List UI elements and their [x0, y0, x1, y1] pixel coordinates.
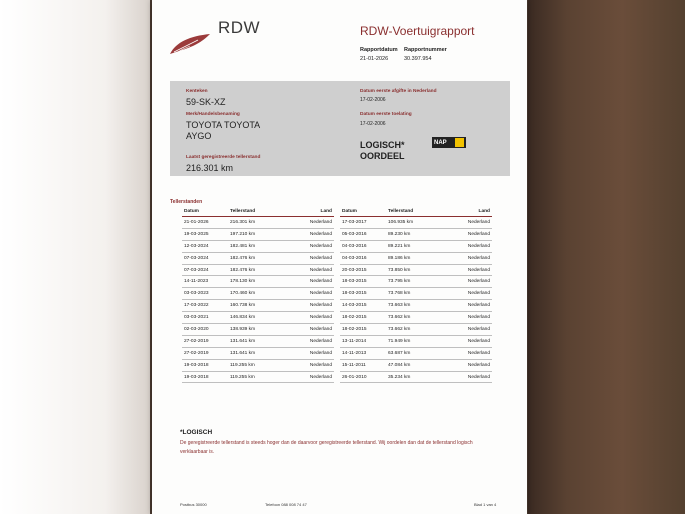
- cell-tellerstand: 182.481 km: [230, 243, 256, 249]
- table-row: [182, 217, 334, 229]
- cell-tellerstand: 89.230 km: [388, 231, 411, 237]
- brand-name: RDW: [218, 18, 261, 37]
- table-row: [340, 253, 492, 265]
- cell-datum: 07-03-2024: [184, 255, 209, 261]
- rapportnummer-value: 30.397.954: [404, 56, 432, 62]
- cell-tellerstand: 89.221 km: [388, 243, 411, 249]
- tellerstanden-table-right: [340, 208, 492, 383]
- cell-datum: 27-02-2019: [184, 338, 209, 344]
- rdw-logo-icon: [168, 32, 212, 56]
- cell-tellerstand: 131.641 km: [230, 350, 256, 356]
- table-row: [340, 336, 492, 348]
- cell-land: Nederland: [309, 267, 332, 273]
- cell-tellerstand: 63.687 km: [388, 350, 411, 356]
- table-row: [182, 241, 334, 253]
- cell-datum: 19-03-2018: [184, 362, 209, 368]
- cell-datum: 02-03-2020: [184, 327, 209, 333]
- table-row: [182, 360, 334, 372]
- cell-land: Nederland: [467, 279, 490, 285]
- rapportdatum-value: 21-01-2026: [360, 56, 389, 62]
- table-row: [340, 229, 492, 241]
- cell-land: Nederland: [309, 362, 332, 368]
- cell-datum: 27-02-2019: [184, 350, 209, 356]
- col-land: Land: [320, 209, 332, 214]
- footer-postbus: Postbus 30000: [180, 502, 207, 507]
- cell-land: Nederland: [467, 220, 490, 225]
- table-row: [340, 288, 492, 300]
- cell-land: Nederland: [309, 338, 332, 344]
- cell-datum: 12-03-2024: [184, 243, 209, 249]
- cell-datum: 05-03-2016: [342, 231, 367, 237]
- cell-tellerstand: 73.768 km: [388, 291, 411, 297]
- cell-datum: 19-03-2018: [184, 374, 209, 380]
- col-tellerstand: Tellerstand: [230, 209, 256, 214]
- nap-logo-text: NAP: [434, 139, 447, 146]
- cell-datum: 17-03-2017: [342, 220, 367, 225]
- background-right: [528, 0, 685, 514]
- vehicle-summary: [170, 81, 510, 176]
- col-tellerstand: Tellerstand: [388, 209, 414, 214]
- rapportdatum: [360, 47, 398, 62]
- cell-land: Nederland: [309, 291, 332, 297]
- background-left: [0, 0, 150, 514]
- cell-datum: 26-01-2010: [342, 374, 367, 380]
- cell-land: Nederland: [309, 255, 332, 261]
- table-row: [182, 336, 334, 348]
- table-row: [182, 253, 334, 265]
- cell-tellerstand: 73.795 km: [388, 279, 411, 285]
- table-row: [182, 300, 334, 312]
- cell-land: Nederland: [467, 267, 490, 273]
- cell-tellerstand: 216.301 km: [230, 220, 256, 225]
- cell-land: Nederland: [467, 243, 490, 249]
- cell-tellerstand: 182.476 km: [230, 267, 256, 273]
- cell-tellerstand: 106.935 km: [388, 220, 414, 225]
- table-header: [340, 208, 492, 217]
- cell-tellerstand: 146.834 km: [230, 315, 256, 321]
- table-row: [340, 348, 492, 360]
- merk-label: Merk/Handelsbenaming: [186, 112, 240, 117]
- cell-land: Nederland: [467, 338, 490, 344]
- cell-datum: 18-03-2015: [342, 291, 367, 297]
- cell-land: Nederland: [467, 362, 490, 368]
- tellerstanden-title: Tellerstanden: [170, 199, 203, 205]
- cell-land: Nederland: [309, 303, 332, 309]
- cell-land: Nederland: [467, 315, 490, 321]
- cell-tellerstand: 138.939 km: [230, 327, 256, 333]
- cell-datum: 18-02-2015: [342, 327, 367, 333]
- cell-datum: 15-11-2011: [342, 362, 366, 368]
- cell-land: Nederland: [467, 350, 490, 356]
- cell-tellerstand: 73.662 km: [388, 315, 411, 321]
- afgifte-value: 17-02-2006: [360, 97, 386, 103]
- tellerstanden-table-left: [182, 208, 334, 383]
- col-land: Land: [478, 209, 490, 214]
- cell-datum: 07-03-2024: [184, 267, 209, 273]
- cell-tellerstand: 71.949 km: [388, 338, 411, 344]
- table-row: [340, 276, 492, 288]
- table-row: [340, 372, 492, 384]
- cell-land: Nederland: [309, 374, 332, 380]
- cell-datum: 20-03-2015: [342, 267, 367, 273]
- cell-datum: 13-11-2014: [342, 338, 367, 344]
- cell-tellerstand: 197.210 km: [230, 231, 256, 237]
- table-header: [182, 208, 334, 217]
- cell-datum: 14-03-2015: [342, 303, 367, 309]
- footnote-title: *LOGISCH: [180, 429, 213, 436]
- cell-datum: 14-11-2013: [342, 350, 367, 356]
- toelating-value: 17-02-2006: [360, 121, 386, 127]
- table-row: [182, 265, 334, 277]
- footnote-text: De geregistreerde tellerstand is steeds hoger dan de daarvoor geregistreerde tellerstand. Wij oordelen dan dat de tellerstand logisch verklaarbaar is.: [180, 440, 473, 455]
- cell-land: Nederland: [309, 350, 332, 356]
- cell-land: Nederland: [467, 255, 490, 261]
- table-row: [340, 300, 492, 312]
- cell-land: Nederland: [467, 291, 490, 297]
- cell-tellerstand: 160.738 km: [230, 303, 256, 309]
- cell-datum: 04-03-2016: [342, 243, 367, 249]
- cell-datum: 19-03-2025: [184, 231, 209, 237]
- report-title: RDW-Voertuigrapport: [360, 24, 475, 38]
- merk-value-1: TOYOTA TOYOTA: [186, 120, 261, 130]
- cell-tellerstand: 178.130 km: [230, 279, 256, 285]
- cell-tellerstand: 170.460 km: [230, 291, 256, 297]
- table-row: [340, 217, 492, 229]
- table-row: [182, 372, 334, 384]
- table-row: [182, 348, 334, 360]
- cell-tellerstand: 35.234 km: [388, 374, 411, 380]
- table-row: [340, 324, 492, 336]
- table-row: [182, 229, 334, 241]
- cell-land: Nederland: [467, 231, 490, 237]
- cell-land: Nederland: [309, 220, 332, 225]
- table-row: [182, 276, 334, 288]
- col-datum: Datum: [184, 209, 199, 214]
- toelating-label: Datum eerste toelating: [360, 112, 412, 117]
- cell-tellerstand: 47.084 km: [388, 362, 411, 368]
- oordeel-line-2: OORDEEL: [360, 151, 405, 161]
- cell-tellerstand: 73.663 km: [388, 303, 411, 309]
- cell-datum: 18-02-2015: [342, 315, 367, 321]
- cell-datum: 21-01-2026: [184, 220, 209, 225]
- cell-tellerstand: 73.850 km: [388, 267, 411, 273]
- cell-tellerstand: 131.641 km: [230, 338, 256, 344]
- table-row: [340, 360, 492, 372]
- oordeel: [360, 140, 405, 162]
- table-row: [340, 265, 492, 277]
- cell-land: Nederland: [467, 327, 490, 333]
- table-row: [340, 241, 492, 253]
- merk-value-2: AYGO: [186, 131, 212, 141]
- rapportdatum-label: Rapportdatum: [360, 47, 398, 53]
- cell-datum: 04-03-2016: [342, 255, 367, 261]
- cell-tellerstand: 73.662 km: [388, 327, 411, 333]
- afgifte-label: Datum eerste afgifte in Nederland: [360, 89, 437, 94]
- cell-tellerstand: 119.255 km: [230, 362, 255, 368]
- cell-tellerstand: 182.476 km: [230, 255, 256, 261]
- cell-tellerstand: 89.186 km: [388, 255, 411, 261]
- cell-datum: 18-03-2015: [342, 279, 367, 285]
- teller-label: Laatst geregistreerde tellerstand: [186, 155, 261, 160]
- cell-land: Nederland: [309, 279, 332, 285]
- cell-land: Nederland: [309, 327, 332, 333]
- report-page: [152, 0, 527, 514]
- rapportnummer: [404, 47, 447, 62]
- table-row: [182, 312, 334, 324]
- table-row: [182, 288, 334, 300]
- footer-telefoon: Telefoon 088 008 74 47: [265, 502, 307, 507]
- cell-datum: 17-03-2022: [184, 303, 209, 309]
- teller-value: 216.301 km: [186, 163, 234, 173]
- cell-datum: 14-11-2023: [184, 279, 209, 285]
- oordeel-line-1: LOGISCH*: [360, 140, 405, 150]
- footer-blad: Blad 1 van 4: [474, 502, 497, 507]
- cell-datum: 03-03-2021: [184, 315, 209, 321]
- cell-land: Nederland: [467, 303, 490, 309]
- table-row: [182, 324, 334, 336]
- rapportnummer-label: Rapportnummer: [404, 47, 447, 53]
- col-datum: Datum: [342, 209, 357, 214]
- cell-land: Nederland: [309, 315, 332, 321]
- cell-land: Nederland: [309, 231, 332, 237]
- nap-check-icon: [455, 138, 464, 147]
- cell-land: Nederland: [309, 243, 332, 249]
- table-row: [340, 312, 492, 324]
- cell-datum: 03-03-2023: [184, 291, 209, 297]
- nap-logo-icon: [432, 137, 466, 148]
- kenteken-label: Kenteken: [186, 89, 208, 94]
- kenteken-value: 59-SK-XZ: [186, 97, 226, 107]
- cell-tellerstand: 119.255 km: [230, 374, 255, 380]
- cell-land: Nederland: [467, 374, 490, 380]
